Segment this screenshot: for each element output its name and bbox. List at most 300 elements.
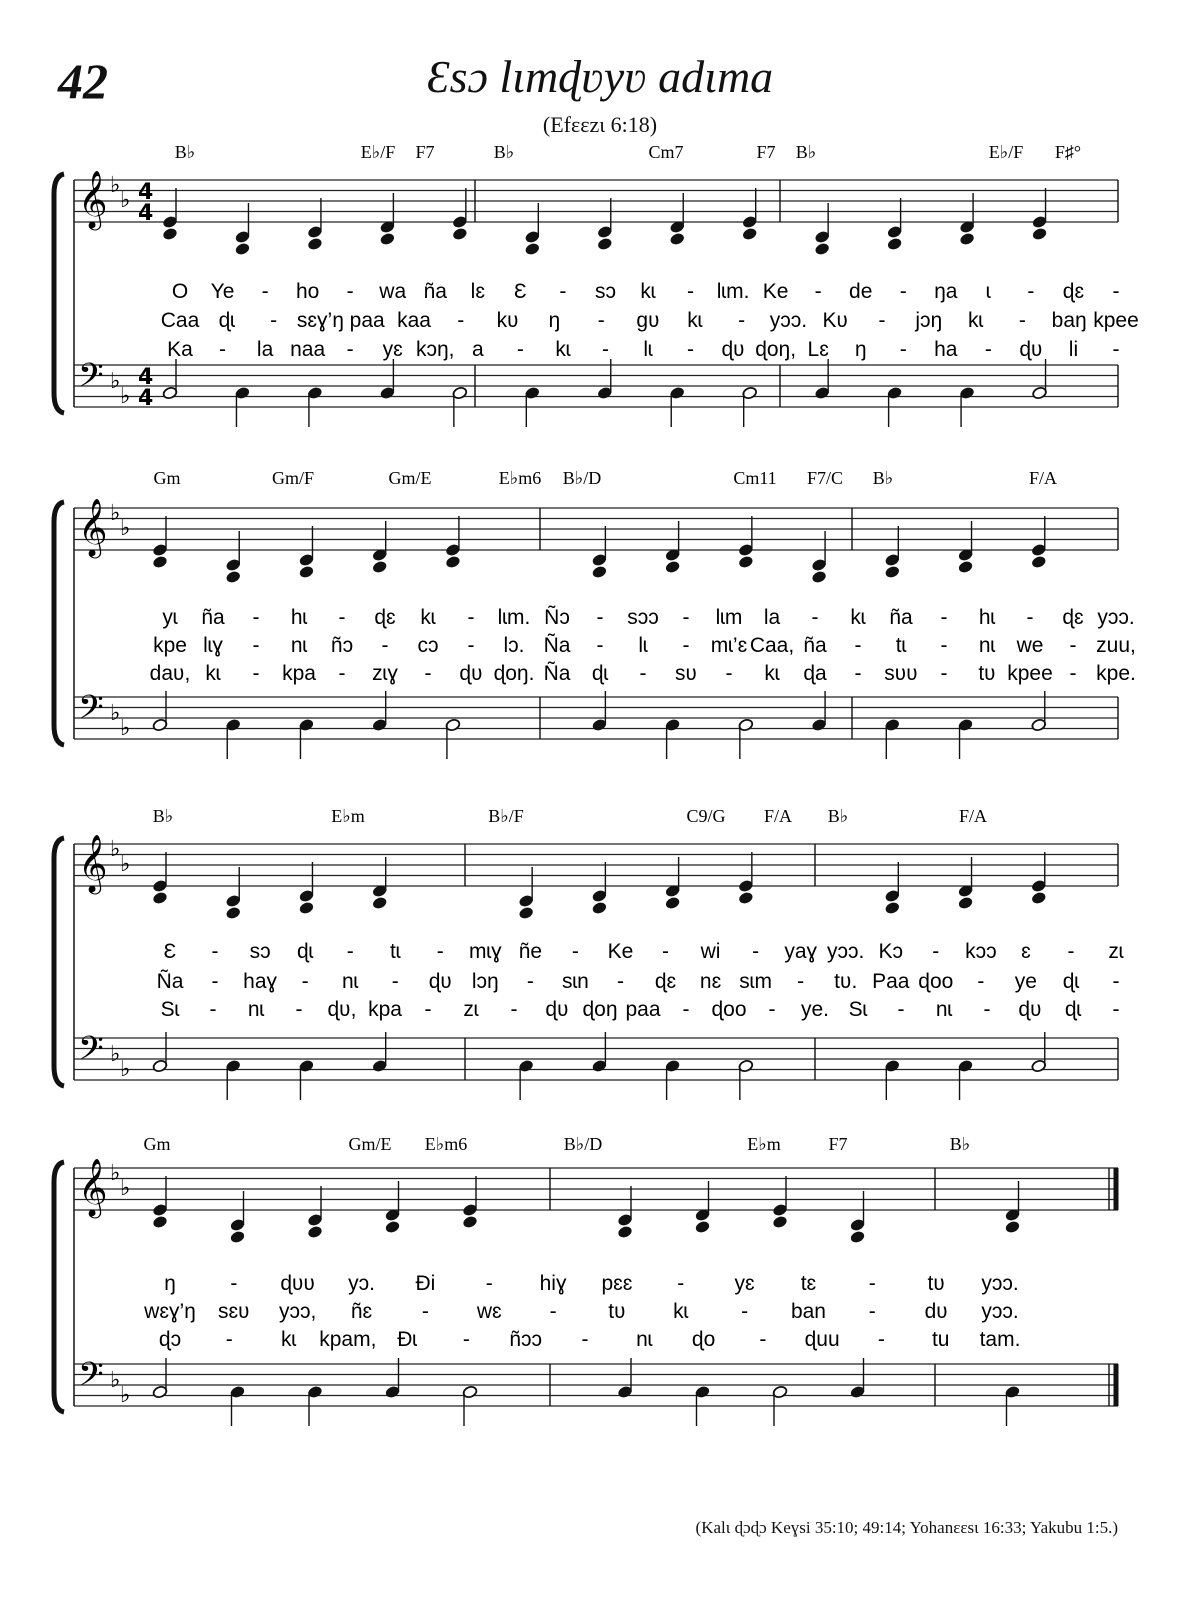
lyric-syllable: - [759, 1328, 767, 1351]
lyric-syllable: - [1069, 634, 1077, 657]
notehead [152, 891, 168, 905]
chord-symbol: B♭ [152, 806, 174, 826]
lyric-syllable: nɩ [935, 998, 953, 1021]
lyric-syllable: - [209, 998, 217, 1021]
lyric-syllable: - [940, 606, 948, 629]
notehead [307, 1225, 323, 1239]
note [452, 188, 468, 229]
lyric-syllable: - [252, 662, 260, 685]
lyric-syllable: - [932, 940, 940, 963]
notehead [1005, 1220, 1021, 1234]
lyric-syllable: - [1018, 309, 1026, 332]
lyric-syllable: - [571, 940, 579, 963]
note [738, 891, 754, 905]
lyric-syllable: nɩ [290, 634, 308, 657]
treble-clef: 𝄞 [78, 1158, 108, 1216]
lyric-syllable: tɛ [800, 1272, 817, 1295]
note [591, 901, 607, 915]
lyric-syllable: - [738, 309, 746, 332]
lyric-syllable: - [877, 1328, 885, 1351]
flat-sign: ♭ [110, 837, 121, 862]
lyric-syllable: Caa, [749, 634, 795, 657]
lyric-syllable: lɔ. [503, 634, 525, 657]
note [307, 198, 323, 239]
notehead [814, 242, 830, 256]
lyric-syllable: ñɛ [350, 1300, 373, 1323]
lyric-syllable: kpa [368, 998, 402, 1021]
note [230, 1191, 246, 1232]
lyric-syllable: - [457, 309, 465, 332]
lyric-syllable: li [1068, 338, 1079, 361]
lyric-syllable: lɩm [715, 606, 743, 629]
lyric-syllable: ŋa [934, 280, 958, 303]
note [299, 565, 315, 579]
lyric-syllable: Kɔ [878, 940, 904, 963]
lyric-syllable: ɖɛ [1062, 606, 1084, 629]
lyric-syllable: ña [201, 606, 225, 629]
chord-symbol: B♭/D [563, 1134, 603, 1154]
lyric-syllable: - [381, 634, 389, 657]
chord-symbol: C9/G [686, 806, 726, 826]
notehead [230, 1230, 246, 1244]
lyric-syllable: sɛɣ’ŋ [296, 309, 344, 332]
lyric-syllable: ɖɩ [296, 940, 314, 963]
lyric-syllable: - [811, 606, 819, 629]
chord-symbol: E♭m6 [424, 1134, 468, 1154]
lyric-syllable: mɩɣ [468, 940, 502, 963]
notehead [445, 555, 461, 569]
system-3 [54, 806, 1124, 1100]
lyric-syllable: - [983, 998, 991, 1021]
lyric-syllable: ɖʋ [459, 662, 483, 685]
lyric-syllable: kɔɔ [965, 940, 997, 963]
lyric-syllable: ñɔ [330, 634, 354, 657]
notehead [772, 1215, 788, 1229]
note [617, 1225, 633, 1239]
treble-clef: 𝄞 [78, 170, 108, 228]
lyric-syllable: yɩ [162, 606, 178, 629]
lyric-syllable: - [581, 1328, 589, 1351]
note [665, 560, 681, 574]
system-4 [54, 1134, 1118, 1426]
lyric-syllable: ɖɛ [654, 970, 677, 993]
lyric-syllable: Sɩ [160, 998, 180, 1021]
notehead [225, 570, 241, 584]
lyric-syllable: tʋ [927, 1272, 945, 1295]
lyric-syllable: - [295, 998, 303, 1021]
note [958, 896, 974, 910]
lyric-syllable: - [868, 1300, 876, 1323]
note [162, 188, 178, 229]
notehead [379, 232, 395, 246]
lyric-syllable: lɛ [470, 280, 485, 303]
lyric-syllable: - [814, 280, 822, 303]
note [772, 1215, 788, 1229]
lyric-syllable: - [868, 1272, 876, 1295]
lyric-syllable: - [878, 309, 886, 332]
bass-clef: 𝄢 [78, 1030, 104, 1076]
treble-staff [74, 180, 1118, 222]
lyric-syllable: la [763, 606, 781, 629]
flat-sign: ♭ [120, 188, 131, 213]
notehead [884, 565, 900, 579]
lyric-syllable: kɩ [205, 662, 221, 685]
note [695, 1220, 711, 1234]
hymn-number: 42 [58, 53, 108, 109]
note [884, 862, 900, 903]
lyric-syllable: - [219, 338, 227, 361]
lyric-syllable: lɩ [643, 338, 653, 361]
lyric-syllable: - [338, 606, 346, 629]
lyric-syllable: hiɣ [539, 1272, 567, 1295]
chord-symbol: F7 [828, 1134, 848, 1154]
note [887, 198, 903, 239]
note [591, 565, 607, 579]
lyric-syllable: jɔŋ [915, 309, 943, 332]
lyric-syllable: tʋ [608, 1300, 626, 1323]
lyric-syllable: ña [423, 280, 447, 303]
note [617, 1186, 633, 1227]
note [518, 906, 534, 920]
treble-staff [74, 844, 1118, 886]
lyric-syllable: Ðɩ [397, 1328, 418, 1351]
lyric-syllable: yɔɔ. [1097, 606, 1135, 629]
lyric-syllable: we [1016, 634, 1044, 657]
lyric-syllable: - [467, 634, 475, 657]
flat-sign: ♭ [120, 384, 131, 409]
note [524, 203, 540, 244]
lyric-syllable: - [301, 970, 309, 993]
lyric-syllable: kɩ [555, 338, 571, 361]
notehead [591, 901, 607, 915]
lyric-syllable: - [424, 662, 432, 685]
note [452, 227, 468, 241]
note [959, 193, 975, 234]
lyric-syllable: sɔ [594, 280, 616, 303]
lyric-syllable: - [516, 338, 524, 361]
note [1032, 227, 1048, 241]
lyric-syllable: nɛ [699, 970, 722, 993]
note [462, 1176, 478, 1217]
lyric-syllable: hɩ [290, 606, 308, 629]
lyric-syllable: - [559, 280, 567, 303]
notehead [299, 901, 315, 915]
note [225, 906, 241, 920]
note [742, 188, 758, 229]
lyric-syllable: sɩm [739, 970, 772, 993]
lyric-syllable: sɛʋ [218, 1300, 250, 1323]
notehead [884, 901, 900, 915]
lyric-syllable: baŋ [1051, 309, 1087, 332]
lyric-syllable: - [1112, 998, 1120, 1021]
lyric-syllable: ban [790, 1300, 826, 1323]
lyric-syllable: Ñɔ [544, 606, 570, 629]
lyric-syllable: kɩ [968, 309, 984, 332]
lyric-syllable: ɖɩ [1064, 998, 1082, 1021]
note [230, 1230, 246, 1244]
note [814, 242, 830, 256]
lyric-syllable: kʋ [496, 309, 519, 332]
lyric-syllable: ŋ [548, 309, 561, 332]
lyric-syllable: ɩ [986, 280, 991, 303]
lyric-syllable: yɔ. [348, 1272, 375, 1295]
system-2 [54, 468, 1136, 759]
note [152, 1215, 168, 1229]
notehead [299, 565, 315, 579]
note [695, 1181, 711, 1222]
note [225, 531, 241, 572]
note [1005, 1220, 1021, 1234]
bass-staff [74, 1038, 1118, 1080]
chord-symbol: F/A [958, 806, 988, 826]
lyric-syllable: - [211, 940, 219, 963]
lyric-syllable: tɩ [895, 634, 907, 657]
lyric-syllable: - [984, 338, 992, 361]
chord-symbol: Gm/E [348, 1134, 392, 1154]
lyric-syllable: - [261, 280, 269, 303]
lyric-syllable: - [725, 662, 733, 685]
note [372, 521, 388, 562]
flat-sign: ♭ [110, 1161, 121, 1186]
lyric-syllable: Ði [415, 1272, 436, 1295]
lyric-syllable: ɖɩ [591, 662, 609, 685]
bass-clef: 𝄢 [78, 689, 104, 735]
lyric-syllable: - [338, 662, 346, 685]
lyric-syllable: yɔɔ. [981, 1300, 1019, 1323]
flat-sign: ♭ [110, 701, 121, 726]
lyric-syllable: wi [700, 940, 721, 963]
notehead [811, 570, 827, 584]
lyric-syllable: gʋ [636, 309, 660, 332]
note [884, 526, 900, 567]
lyric-syllable: nɩ [636, 1328, 653, 1351]
lyric-syllable: kaa [397, 309, 431, 332]
lyric-syllable: ho [295, 280, 320, 303]
lyric-syllable: - [1112, 280, 1120, 303]
lyric-syllable: sɔ [249, 940, 271, 963]
lyric-syllable: tam. [979, 1328, 1021, 1351]
lyric-syllable: mɩ’ɛ [710, 634, 748, 657]
lyric-syllable: nɩ [342, 970, 359, 993]
lyric-syllable: O [171, 280, 189, 303]
lyric-syllable: - [270, 309, 278, 332]
lyric-syllable: tʋ [978, 662, 996, 685]
lyric-syllable: - [526, 970, 534, 993]
note [665, 521, 681, 562]
lyric-syllable: kɩ [640, 280, 656, 303]
note [379, 193, 395, 234]
lyric-syllable: ɖoo [918, 970, 954, 993]
note [372, 857, 388, 898]
lyric-syllable: lɩm. [497, 606, 531, 629]
lyric-syllable: sɩn [561, 970, 589, 993]
bass-clef: 𝄢 [78, 357, 104, 403]
lyric-syllable: ŋ [164, 1272, 176, 1295]
lyric-syllable: - [768, 998, 776, 1021]
note [225, 867, 241, 908]
lyric-syllable: ɖoo [711, 998, 747, 1021]
lyric-syllable: Ye [210, 280, 235, 303]
notehead [452, 227, 468, 241]
footer-references: (Kalɩ ɖɔɖɔ Keɣsi 35:10; 49:14; Yohanɛɛsɩ 16:33; Yakubu 1:5.) [695, 1518, 1118, 1537]
lyric-syllable: zɩ [463, 998, 479, 1021]
lyric-syllable: - [682, 998, 690, 1021]
chord-symbol: E♭/F [360, 142, 396, 162]
note [884, 565, 900, 579]
lyric-syllable: ɖɛ [1062, 280, 1085, 303]
treble-clef: 𝄞 [78, 498, 108, 556]
notehead [152, 1215, 168, 1229]
lyric-syllable: - [752, 940, 760, 963]
notehead [617, 1225, 633, 1239]
lyric-syllable: - [616, 970, 624, 993]
note [887, 237, 903, 251]
treble-staff [74, 1168, 1118, 1210]
chord-symbol: E♭m [331, 806, 365, 826]
lyric-syllable: ɖuu [804, 1328, 840, 1351]
lyric-syllable: tu [931, 1328, 950, 1351]
lyric-syllable: - [596, 606, 604, 629]
note [385, 1220, 401, 1234]
lyric-syllable: kpa [282, 662, 316, 685]
lyric-syllable: - [662, 940, 670, 963]
chord-symbol: E♭m [747, 1134, 781, 1154]
note [152, 516, 168, 557]
lyric-syllable: ɖʋ [1019, 338, 1043, 361]
lyric-syllable: pɛɛ [601, 1272, 633, 1295]
lyric-syllable: kɩ [850, 606, 866, 629]
lyric-syllable: ɖoŋ, [755, 338, 797, 361]
lyric-syllable: - [1067, 940, 1075, 963]
chord-symbol: F/A [1028, 468, 1058, 488]
note [591, 526, 607, 567]
flat-sign: ♭ [110, 1368, 121, 1393]
notehead [669, 232, 685, 246]
system-1 [54, 142, 1139, 427]
lyric-syllable: - [467, 606, 475, 629]
lyric-syllable: sɔɔ [627, 606, 659, 629]
chord-symbol: Cm7 [648, 142, 684, 162]
lyric-syllable: - [252, 606, 260, 629]
lyric-syllable: - [682, 634, 690, 657]
lyric-syllable: Caa [160, 309, 200, 332]
chord-symbol: F/A [763, 806, 793, 826]
lyric-syllable: paa [625, 998, 661, 1021]
lyric-syllable: de [849, 280, 873, 303]
system-bracket [54, 502, 64, 745]
notehead [742, 227, 758, 241]
flat-sign: ♭ [120, 516, 131, 541]
flat-sign: ♭ [110, 173, 121, 198]
lyric-syllable: tʋ. [834, 970, 858, 993]
note [462, 1215, 478, 1229]
note [162, 227, 178, 241]
notehead [958, 896, 974, 910]
notehead [1032, 227, 1048, 241]
lyric-syllable: - [346, 338, 354, 361]
lyric-syllable: yɛ [734, 1272, 755, 1295]
lyric-syllable: lɩ [638, 634, 648, 657]
lyric-syllable: - [1112, 338, 1120, 361]
note [445, 516, 461, 557]
notehead [372, 896, 388, 910]
notehead [462, 1215, 478, 1229]
note [445, 555, 461, 569]
lyric-syllable: zɩɣ [372, 662, 398, 685]
lyric-syllable: paa [349, 309, 385, 332]
lyric-syllable: kɩ [687, 309, 703, 332]
lyric-syllable: wɛ [476, 1300, 502, 1323]
lyric-syllable: ña [889, 606, 913, 629]
time-signature-bottom: 4 [138, 386, 154, 411]
lyric-syllable: kɩ [420, 606, 436, 629]
note [665, 896, 681, 910]
note [959, 232, 975, 246]
notehead [162, 227, 178, 241]
lyric-syllable: - [940, 662, 948, 685]
lyric-syllable: - [346, 280, 354, 303]
notehead [850, 1230, 866, 1244]
note [1032, 188, 1048, 229]
chord-symbol: Gm [153, 468, 181, 488]
note [307, 1186, 323, 1227]
lyric-syllable: - [1069, 662, 1077, 685]
chord-symbol: F♯° [1054, 142, 1082, 162]
notehead [518, 906, 534, 920]
flat-sign: ♭ [120, 716, 131, 741]
lyric-syllable: ɖɔ [158, 1328, 182, 1351]
lyric-syllable: ɖɩ [1062, 970, 1080, 993]
note [1031, 555, 1047, 569]
note [958, 521, 974, 562]
lyric-syllable: nɩ [247, 998, 265, 1021]
note [772, 1176, 788, 1217]
lyric-syllable: - [797, 970, 805, 993]
notehead [665, 896, 681, 910]
lyric-syllable: sʋ [675, 662, 697, 685]
lyric-syllable: yɔɔ, [279, 1300, 317, 1323]
lyric-syllable: - [421, 1300, 429, 1323]
note [738, 852, 754, 893]
lyric-syllable: Lɛ [807, 338, 829, 361]
chord-symbol: B♭ [872, 468, 894, 488]
notehead [738, 555, 754, 569]
lyric-syllable: ɖo [691, 1328, 716, 1351]
lyric-syllable: ɖʋ, [327, 998, 357, 1021]
chord-symbol: B♭ [493, 142, 515, 162]
note [225, 570, 241, 584]
notehead [597, 237, 613, 251]
notehead [958, 560, 974, 574]
flat-sign: ♭ [110, 1042, 121, 1067]
note [811, 570, 827, 584]
lyric-syllable: kɩ [764, 662, 780, 685]
note [307, 1225, 323, 1239]
note [597, 237, 613, 251]
treble-staff [74, 508, 1118, 550]
lyric-syllable: - [677, 1272, 685, 1295]
bass-staff [74, 1364, 1118, 1406]
note [958, 560, 974, 574]
lyric-syllable: Kʋ [822, 309, 848, 332]
lyric-syllable: daʋ, [149, 662, 191, 685]
lyric-syllable: ɖɛ [374, 606, 396, 629]
lyric-syllable: ɖoŋ. [493, 662, 535, 685]
lyric-syllable: kpee [1093, 309, 1139, 332]
lyric-syllable: wɛɣ’ŋ [144, 1300, 196, 1323]
system-bracket [54, 174, 64, 413]
note [385, 1181, 401, 1222]
